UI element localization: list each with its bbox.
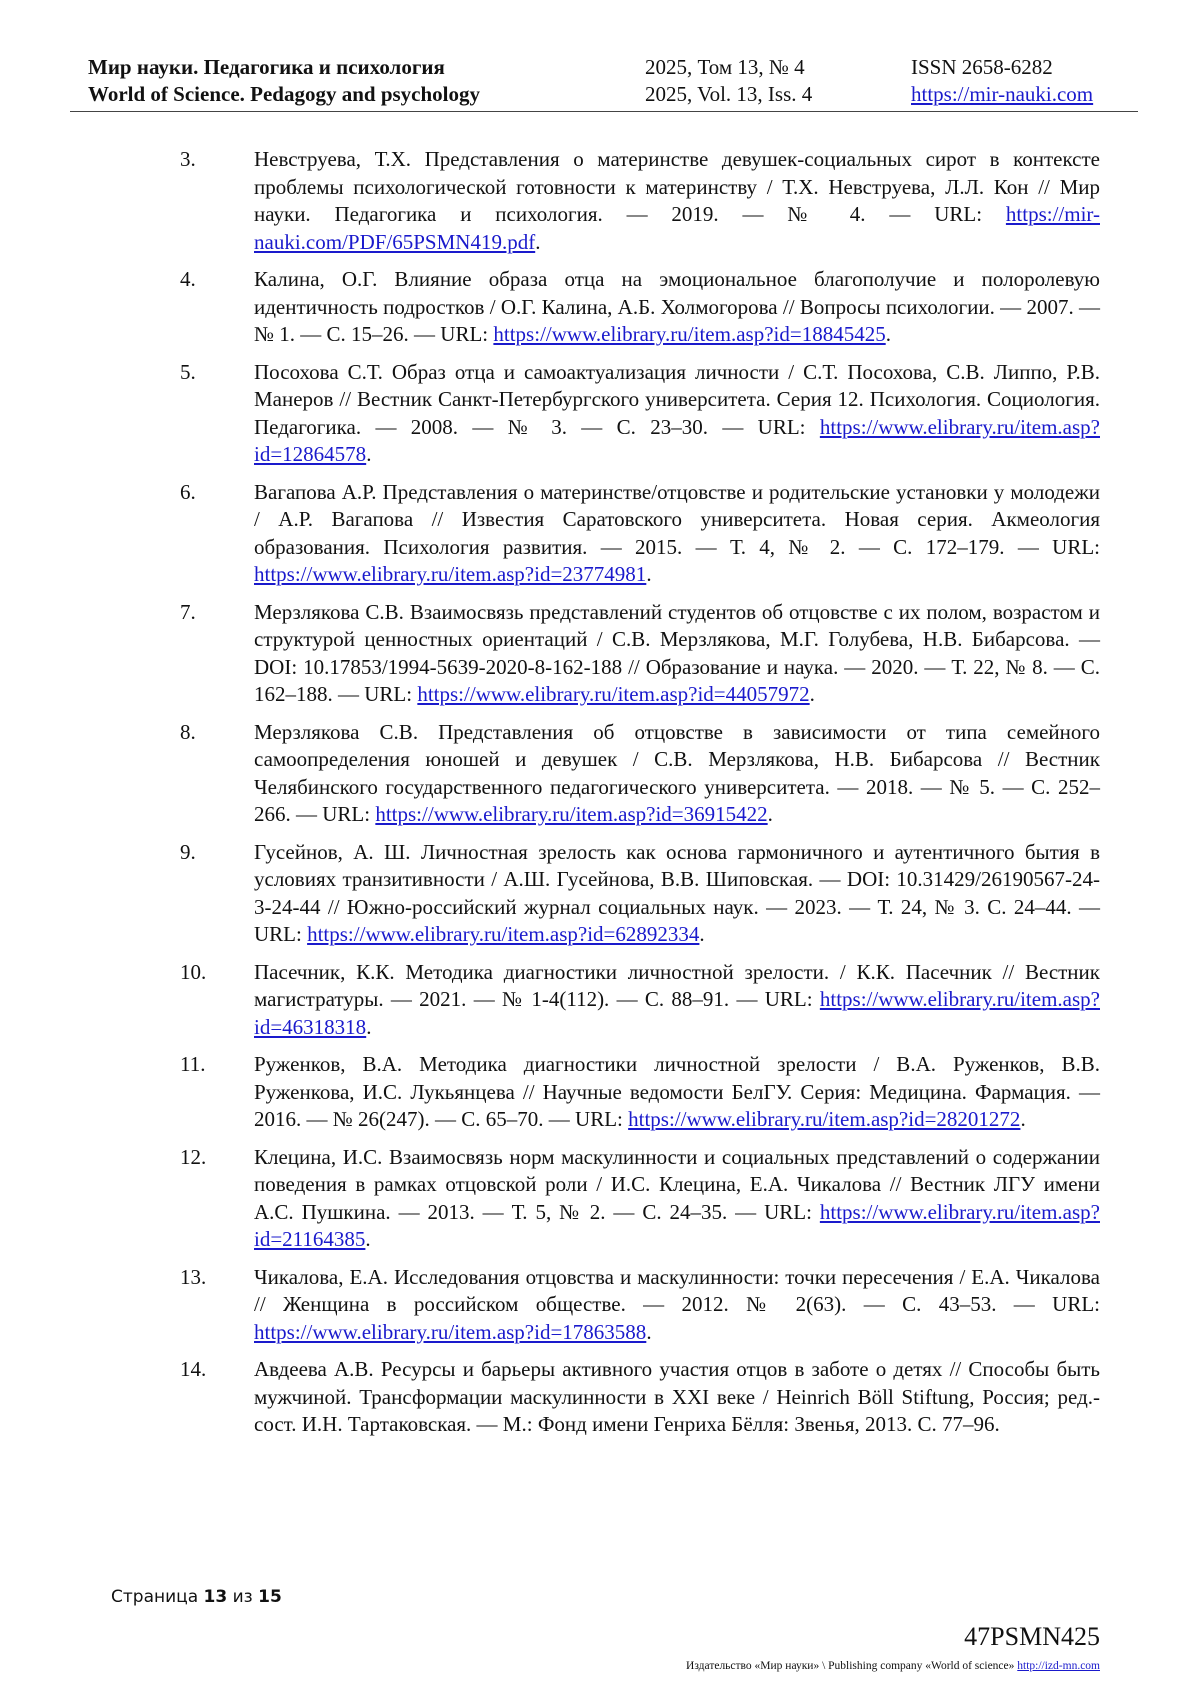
reference-number: 10. [180, 959, 207, 984]
reference-text: Руженков, В.А. Методика диагностики личностной зрелости / В.А. Руженков, В.В. Руженкова, И.С. Лукьянцева // Научные ведомости БелГУ. Серия: Медицина. Фармация. — 2016. — № 26(247). — С. 65–70. — URL: [254, 1052, 1100, 1131]
reference-item [180, 1264, 1100, 1347]
reference-text: Калина, О.Г. Влияние образа отца на эмоциональное благополучие и полоролевую идентичность подростков / О.Г. Калина, А.Б. Холмогорова // Вопросы психологии. — 2007. — № 1. — С. 15–26. — URL: [254, 267, 1100, 346]
reference-text: Посохова С.Т. Образ отца и самоактуализация личности / С.Т. Посохова, С.В. Липпо, Р.В. Манеров // Вестник Санкт-Петербургского университета. Серия 12. Психология. Социология. Педагогика. — 2008. — № 3. — С. 23–30. — URL: [254, 359, 1100, 439]
reference-tail: . [767, 802, 773, 826]
reference-number: 14. [180, 1357, 207, 1381]
reference-text: Невструева, Т.Х. Представления о материнстве девушек-социальных сирот в контексте проблемы психологической готовности к материнству / Т.Х. Невструева, Л.Л. Кон // Мир науки. Педагогика и психология. — 2019. — № 4. — URL: [254, 147, 1100, 226]
article-code: 47PSMN425 [964, 1622, 1100, 1651]
reference-number: 11. [180, 1052, 206, 1076]
reference-number: 3. [180, 147, 196, 171]
reference-text: Чикалова, Е.А. Исследования отцовства и маскулинности: точки пересечения / Е.А. Чикалова // Женщина в российском обществе. — 2012. № 2(63). — С. 43–53. — URL: [254, 1264, 1100, 1316]
journal-title-ru: Мир науки. Педагогика и психология [88, 55, 445, 79]
reference-url-link[interactable]: https://mir-nauki.com/PDF/65PSMN419.pdf [254, 202, 1100, 254]
reference-number: 4. [180, 267, 196, 291]
reference-tail: . [646, 562, 652, 586]
reference-text: Клецина, И.С. Взаимосвязь норм маскулинности и социальных представлений о содержании поведения в рамках отцовской роли / И.С. Клецина, Е.А. Чикалова // Вестник ЛГУ имени А.С. Пушкина. — 2013. — Т. 5, № 2. — С. 24–35. — URL: [254, 1144, 1100, 1224]
reference-item [180, 479, 1100, 589]
reference-tail: . [366, 442, 372, 466]
reference-item [180, 1144, 1100, 1254]
journal-site-link[interactable]: https://mir-nauki.com [911, 82, 1094, 106]
running-header [88, 54, 1138, 108]
page-number [111, 1587, 282, 1607]
reference-tail: . [366, 1014, 372, 1039]
page-of: из [232, 1587, 253, 1607]
reference-number: 13. [180, 1264, 207, 1289]
reference-url-link[interactable]: https://www.elibrary.ru/item.asp?id=44057972 [417, 682, 810, 706]
volume-en: 2025, Vol. 13, Iss. 4 [645, 82, 813, 106]
reference-number: 5. [180, 359, 196, 384]
publisher-line [686, 1660, 1100, 1672]
reference-item [180, 1356, 1100, 1439]
issn: ISSN 2658-6282 [911, 55, 1053, 79]
reference-number: 8. [180, 719, 196, 744]
reference-text: Гусейнов, А. Ш. Личностная зрелость как основа гармоничного и аутентичного бытия в условиях транзитивности / А.Ш. Гусейнова, В.В. Шиповская. — DOI: 10.31429/26190567-24-3-24-44 // Южно-российский журнал социальных наук. — 2023. — Т. 24, № 3. С. 24–44. — URL: [254, 839, 1100, 946]
reference-tail: . [646, 1319, 652, 1344]
reference-url-link[interactable]: https://www.elibrary.ru/item.asp?id=18845425 [493, 322, 886, 346]
reference-url-link[interactable]: https://www.elibrary.ru/item.asp?id=21164385 [254, 1199, 1100, 1251]
reference-url-link[interactable]: https://www.elibrary.ru/item.asp?id=23774981 [254, 562, 647, 586]
reference-url-link[interactable]: https://www.elibrary.ru/item.asp?id=62892334 [307, 922, 700, 946]
reference-tail: . [885, 322, 891, 346]
reference-item [180, 599, 1100, 709]
reference-tail: . [535, 229, 541, 254]
reference-text: Мерзлякова С.В. Взаимосвязь представлений студентов об отцовстве с их полом, возрастом и структурой ценностных ориентаций / С.В. Мерзлякова, М.Г. Голубева, Н.В. Бибарсова. — DOI: 10.17853/1994-5639-2020-8-162-188 // Образование и наука. — 2020. — Т. 22, № 8. — С. 162–188. — URL: [254, 599, 1100, 706]
reference-item [180, 719, 1100, 829]
reference-tail: . [809, 682, 815, 706]
journal-title-en: World of Science. Pedagogy and psychology [88, 82, 481, 106]
reference-tail: . [365, 1227, 371, 1251]
reference-item [180, 959, 1100, 1042]
reference-list [180, 146, 1100, 1449]
reference-tail: . [1020, 1107, 1026, 1131]
publisher-text: Издательство «Мир науки» \ Publishing company «World of science» [686, 1660, 1018, 1672]
reference-item [180, 146, 1100, 256]
reference-url-link[interactable]: https://www.elibrary.ru/item.asp?id=17863588 [254, 1319, 647, 1344]
reference-number: 9. [180, 839, 196, 864]
header-divider [70, 111, 1138, 112]
reference-url-link[interactable]: https://www.elibrary.ru/item.asp?id=36915422 [375, 802, 768, 826]
reference-url-link[interactable]: https://www.elibrary.ru/item.asp?id=28201272 [628, 1107, 1021, 1131]
reference-text: Вагапова А.Р. Представления о материнстве/отцовстве и родительские установки у молодежи / А.Р. Вагапова // Известия Саратовского университета. Новая серия. Акмеология образования. Психология развития. — 2015. — Т. 4, № 2. — С. 172–179. — URL: [254, 479, 1100, 559]
page-current: 13 [203, 1587, 228, 1607]
reference-text: Мерзлякова С.В. Представления об отцовстве в зависимости от типа семейного самоопределения юношей и девушек / С.В. Мерзлякова, Н.В. Бибарсова // Вестник Челябинского государственного педагогического университета. — 2018. — № 5. — С. 252–266. — URL: [254, 719, 1100, 826]
reference-item [180, 266, 1100, 349]
reference-text: Пасечник, К.К. Методика диагностики личностной зрелости. / К.К. Пасечник // Вестник магистратуры. — 2021. — № 1-4(112). — С. 88–91. — URL: [254, 959, 1100, 1011]
reference-url-link[interactable]: https://www.elibrary.ru/item.asp?id=12864578 [254, 414, 1100, 466]
page-total: 15 [258, 1587, 282, 1607]
page-label: Страница [111, 1587, 199, 1607]
volume-ru: 2025, Том 13, № 4 [645, 55, 805, 79]
reference-tail: . [699, 922, 705, 946]
reference-text: Авдеева А.В. Ресурсы и барьеры активного участия отцов в заботе о детях // Способы быть мужчиной. Трансформации маскулинности в XXI веке / Heinrich Böll Stiftung, Россия; ред.-сост. И.Н. Тартаковская. — М.: Фонд имени Генриха Бёлля: Звенья, 2013. С. 77–96. [254, 1357, 1100, 1436]
reference-number: 6. [180, 479, 196, 504]
reference-url-link[interactable]: https://www.elibrary.ru/item.asp?id=46318318 [254, 987, 1100, 1039]
reference-number: 12. [180, 1144, 207, 1169]
publisher-link[interactable]: http://izd-mn.com [1017, 1660, 1100, 1672]
reference-item [180, 839, 1100, 949]
reference-item [180, 1051, 1100, 1134]
reference-number: 7. [180, 599, 196, 624]
reference-item [180, 359, 1100, 469]
